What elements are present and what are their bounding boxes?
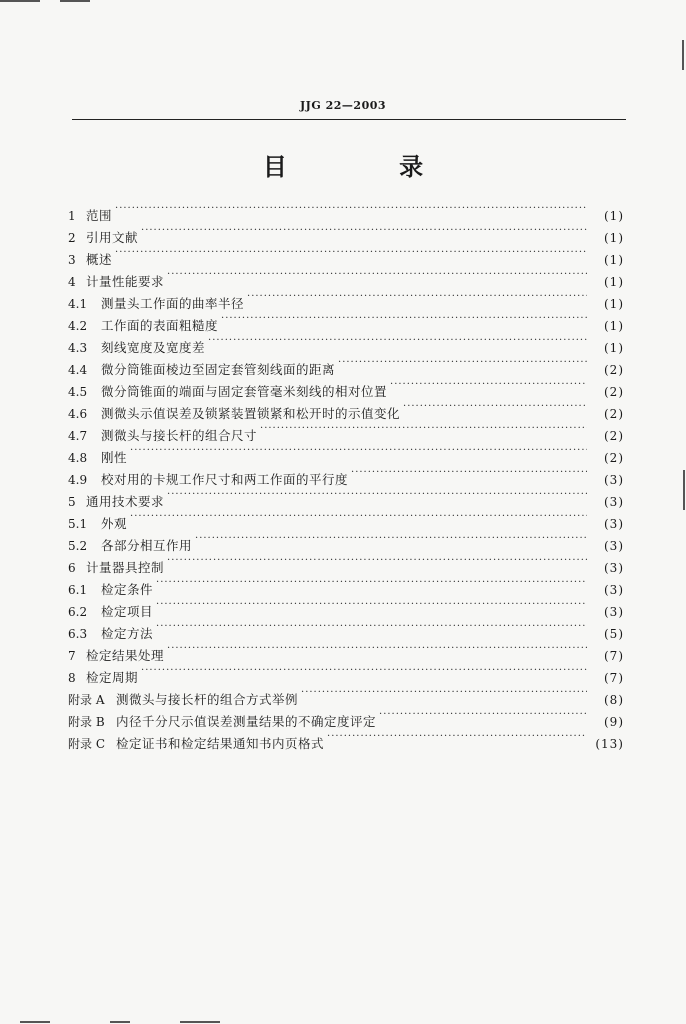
toc-entry-page: (3) (604, 561, 624, 575)
toc-entry-page: (1) (604, 297, 624, 311)
table-of-contents (68, 198, 624, 751)
toc-entry-title: 刻线宽度及宽度差 (101, 340, 206, 355)
toc-entry (68, 660, 624, 685)
toc-entry-title: 微分筒锥面棱边至固定套管刻线面的距离 (101, 362, 336, 377)
header-rule (72, 119, 626, 120)
toc-entry-title: 内径千分尺示值误差测量结果的不确定度评定 (116, 714, 377, 729)
toc-entry-title: 测微头示值误差及锁紧装置锁紧和松开时的示值变化 (101, 406, 401, 421)
toc-entry-number: 4.4 (68, 363, 88, 377)
toc-entry-title: 计量器具控制 (86, 560, 165, 575)
toc-entry-page: (1) (604, 231, 624, 245)
toc-entry-title: 校对用的卡规工作尺寸和两工作面的平行度 (101, 472, 349, 487)
toc-entry-number: 4 (68, 275, 76, 289)
toc-entry-number: 6.2 (68, 605, 88, 619)
toc-dot-leader (156, 616, 587, 638)
toc-dot-leader (327, 726, 587, 748)
toc-entry-page: (2) (604, 429, 624, 443)
toc-dot-leader (208, 330, 587, 352)
toc-dot-leader (141, 660, 587, 682)
toc-entry-title: 检定条件 (101, 582, 154, 597)
toc-entry-number: 4.7 (68, 429, 88, 443)
toc-entry-title: 检定周期 (86, 670, 139, 685)
toc-entry-page: (3) (604, 539, 624, 553)
toc-entry-title: 检定项目 (101, 604, 154, 619)
toc-entry-number: 2 (68, 231, 76, 245)
toc-entry-title: 范围 (86, 208, 113, 223)
toc-entry-page: (13) (595, 737, 624, 751)
toc-entry (68, 506, 624, 531)
toc-entry-number: 5.2 (68, 539, 88, 553)
toc-entry-title: 测量头工作面的曲率半径 (101, 296, 245, 311)
toc-entry-page: (1) (604, 319, 624, 333)
toc-entry-number: 4.2 (68, 319, 88, 333)
toc-entry-page: (1) (604, 253, 624, 267)
toc-entry (68, 440, 624, 465)
scan-edge-mark (20, 1021, 50, 1023)
scan-edge-mark (0, 0, 40, 2)
toc-entry-page: (2) (604, 451, 624, 465)
toc-dot-leader (130, 506, 587, 528)
toc-dot-leader (115, 198, 587, 220)
toc-entry-number: 附录 B (68, 715, 105, 729)
toc-entry (68, 462, 624, 487)
toc-entry-number: 3 (68, 253, 76, 267)
toc-dot-leader (167, 638, 587, 660)
toc-entry-page: (9) (604, 715, 624, 729)
toc-entry-title: 微分筒锥面的端面与固定套管毫米刻线的相对位置 (101, 384, 388, 399)
toc-entry (68, 242, 624, 267)
toc-dot-leader (247, 286, 587, 308)
toc-entry-title: 检定方法 (101, 626, 154, 641)
toc-entry-number: 附录 A (68, 693, 105, 707)
toc-entry-title: 各部分相互作用 (101, 538, 193, 553)
toc-entry (68, 220, 624, 245)
toc-dot-leader (390, 374, 587, 396)
toc-entry-title: 检定证书和检定结果通知书内页格式 (116, 736, 325, 751)
toc-entry-title: 概述 (86, 252, 113, 267)
toc-entry (68, 528, 624, 553)
scan-edge-mark (110, 1021, 130, 1023)
toc-entry-page: (2) (604, 363, 624, 377)
toc-dot-leader (167, 484, 587, 506)
toc-entry-number: 4.6 (68, 407, 88, 421)
toc-entry-page: (3) (604, 583, 624, 597)
toc-entry-number: 5.1 (68, 517, 88, 531)
toc-entry (68, 682, 624, 707)
toc-entry-page: (3) (604, 517, 624, 531)
toc-entry-page: (7) (604, 649, 624, 663)
toc-entry-number: 8 (68, 671, 76, 685)
toc-dot-leader (156, 594, 587, 616)
toc-entry-number: 附录 C (68, 737, 105, 751)
toc-entry-page: (8) (604, 693, 624, 707)
toc-entry-number: 6 (68, 561, 76, 575)
scan-edge-mark (60, 0, 90, 2)
toc-entry (68, 198, 624, 223)
toc-entry-title: 外观 (101, 516, 128, 531)
page-title: 目 录 (262, 152, 476, 181)
standard-code: JJG 22—2003 (299, 99, 387, 112)
toc-dot-leader (130, 440, 587, 462)
toc-dot-leader (156, 572, 587, 594)
toc-entry-page: (1) (604, 275, 624, 289)
toc-entry-title: 计量性能要求 (86, 274, 165, 289)
scan-edge-mark (682, 40, 684, 70)
toc-entry-title: 刚性 (101, 450, 128, 465)
toc-entry-title: 检定结果处理 (86, 648, 165, 663)
toc-entry-page: (1) (604, 209, 624, 223)
toc-entry-number: 1 (68, 209, 76, 223)
toc-dot-leader (351, 462, 587, 484)
toc-entry-page: (3) (604, 495, 624, 509)
toc-entry-page: (5) (604, 627, 624, 641)
toc-dot-leader (260, 418, 587, 440)
toc-dot-leader (403, 396, 587, 418)
toc-dot-leader (115, 242, 587, 264)
toc-entry-number: 4.1 (68, 297, 88, 311)
toc-entry-number: 4.8 (68, 451, 88, 465)
toc-entry-page: (7) (604, 671, 624, 685)
toc-dot-leader (301, 682, 587, 704)
toc-dot-leader (167, 550, 587, 572)
toc-entry-number: 6.3 (68, 627, 88, 641)
toc-entry-number: 5 (68, 495, 76, 509)
toc-entry-number: 7 (68, 649, 76, 663)
scan-edge-mark (180, 1021, 220, 1023)
toc-entry-number: 4.5 (68, 385, 88, 399)
toc-entry-title: 通用技术要求 (86, 494, 165, 509)
toc-dot-leader (379, 704, 587, 726)
toc-dot-leader (338, 352, 587, 374)
toc-dot-leader (167, 264, 587, 286)
toc-entry-page: (1) (604, 341, 624, 355)
toc-entry-page: (3) (604, 473, 624, 487)
toc-entry-number: 4.9 (68, 473, 88, 487)
toc-entry-page: (3) (604, 605, 624, 619)
toc-dot-leader (141, 220, 587, 242)
toc-entry-page: (2) (604, 385, 624, 399)
toc-entry-number: 6.1 (68, 583, 88, 597)
toc-entry-title: 测微头与接长杆的组合尺寸 (101, 428, 258, 443)
toc-dot-leader (221, 308, 587, 330)
toc-dot-leader (195, 528, 587, 550)
toc-entry-title: 工作面的表面粗糙度 (101, 318, 219, 333)
toc-entry-page: (2) (604, 407, 624, 421)
toc-entry-title: 引用文献 (86, 230, 139, 245)
toc-entry-title: 测微头与接长杆的组合方式举例 (116, 692, 299, 707)
scan-edge-mark (683, 470, 685, 510)
toc-entry-number: 4.3 (68, 341, 88, 355)
toc-entry (68, 264, 624, 289)
